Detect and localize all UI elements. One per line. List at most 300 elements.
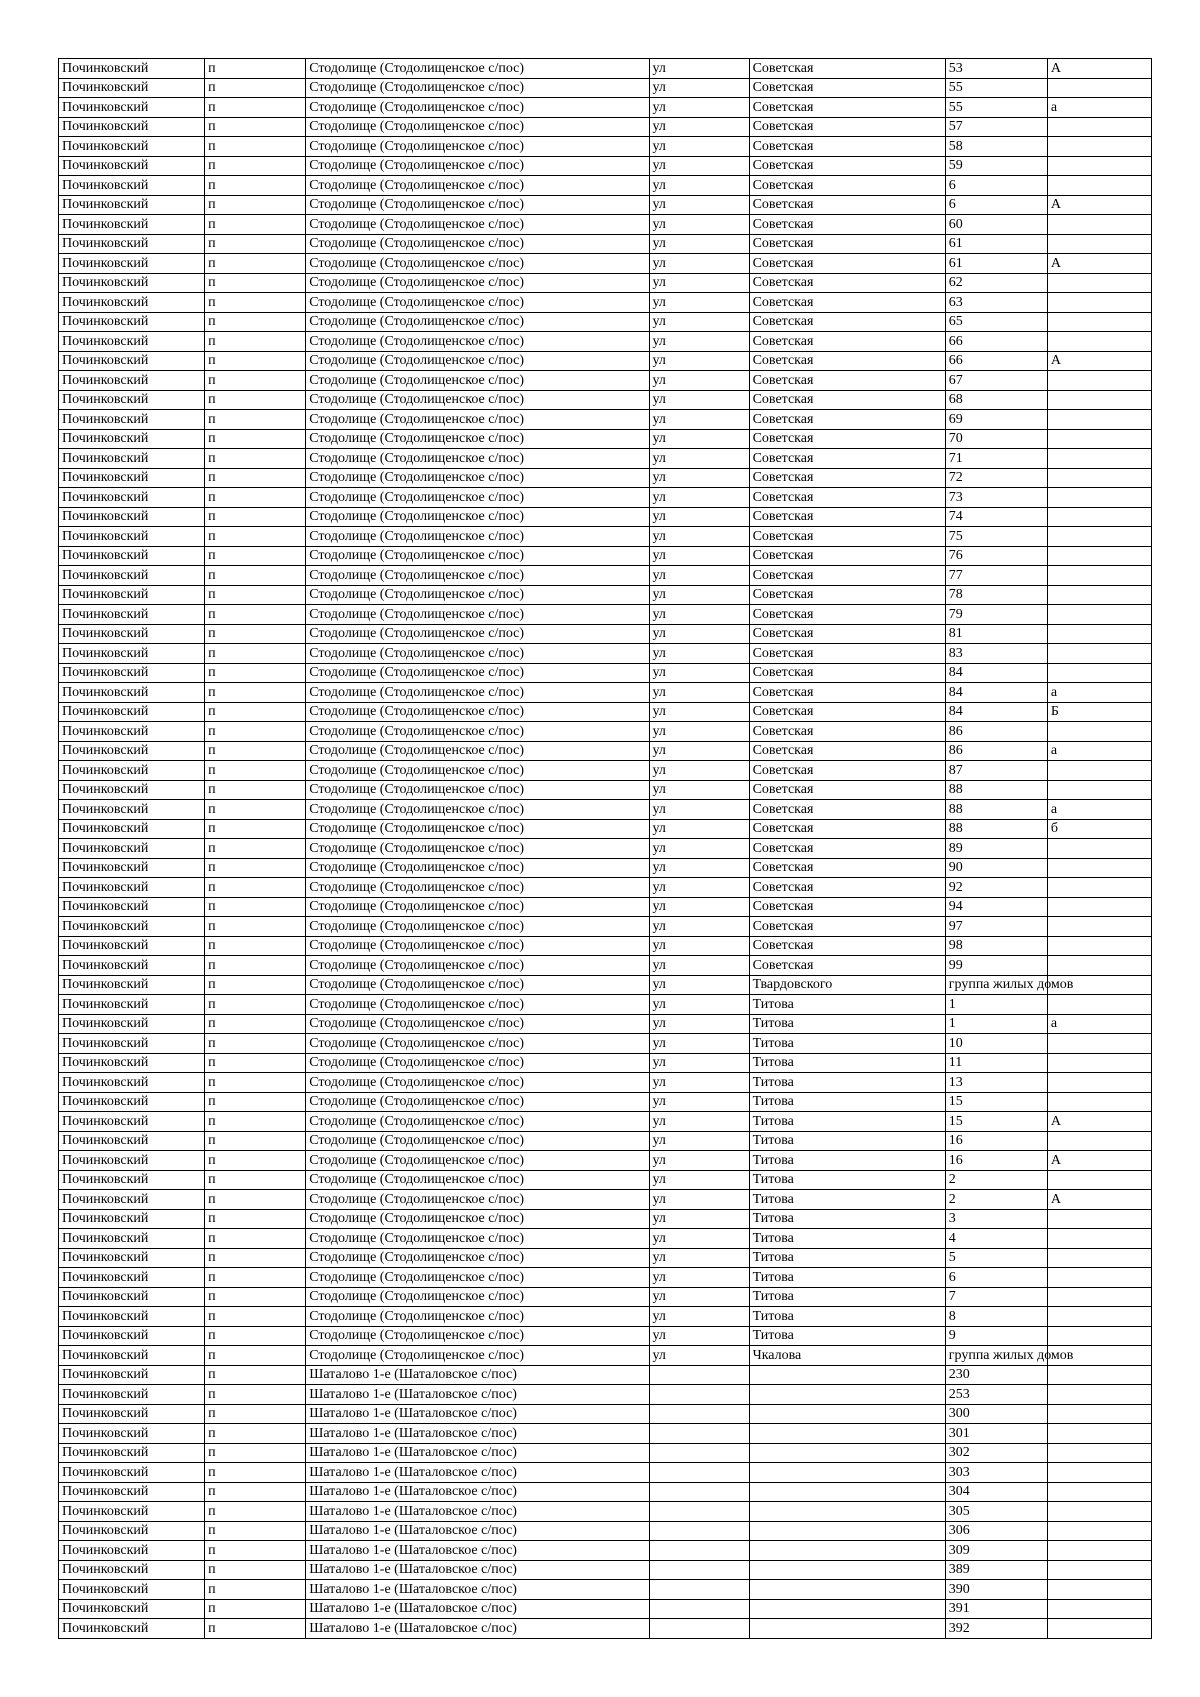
street-type-cell — [649, 1541, 749, 1561]
house-number-cell: 58 — [945, 137, 1047, 157]
settlement-type-cell: п — [205, 1248, 306, 1268]
settlement-cell: Стодолище (Стодолищенское с/пос) — [306, 1131, 649, 1151]
table-row — [59, 312, 1152, 332]
street-type-cell: ул — [649, 644, 749, 664]
settlement-type-cell: п — [205, 1346, 306, 1366]
street-type-cell: ул — [649, 1151, 749, 1171]
settlement-type-cell: п — [205, 1443, 306, 1463]
table-row — [59, 1482, 1152, 1502]
house-number-cell: 304 — [945, 1482, 1047, 1502]
settlement-type-cell: п — [205, 644, 306, 664]
table-row — [59, 1112, 1152, 1132]
building-letter-cell: А — [1047, 254, 1151, 274]
district-cell: Починковский — [59, 1170, 205, 1190]
street-type-cell: ул — [649, 1053, 749, 1073]
street-type-cell: ул — [649, 839, 749, 859]
settlement-cell: Стодолище (Стодолищенское с/пос) — [306, 312, 649, 332]
district-cell: Починковский — [59, 176, 205, 196]
street-cell — [749, 1580, 945, 1600]
district-cell: Починковский — [59, 546, 205, 566]
table-row — [59, 975, 1152, 995]
settlement-cell: Шаталово 1-е (Шаталовское с/пос) — [306, 1580, 649, 1600]
street-type-cell: ул — [649, 176, 749, 196]
street-cell: Советская — [749, 644, 945, 664]
street-type-cell: ул — [649, 98, 749, 118]
street-cell: Советская — [749, 59, 945, 79]
settlement-cell: Стодолище (Стодолищенское с/пос) — [306, 488, 649, 508]
house-number-cell: 57 — [945, 117, 1047, 137]
street-cell: Советская — [749, 507, 945, 527]
settlement-type-cell: п — [205, 897, 306, 917]
settlement-type-cell: п — [205, 59, 306, 79]
street-cell — [749, 1424, 945, 1444]
building-letter-cell — [1047, 78, 1151, 98]
street-cell: Советская — [749, 176, 945, 196]
building-letter-cell — [1047, 917, 1151, 937]
building-letter-cell — [1047, 332, 1151, 352]
house-number-cell: 3 — [945, 1209, 1047, 1229]
district-cell: Починковский — [59, 761, 205, 781]
building-letter-cell — [1047, 371, 1151, 391]
building-letter-cell: а — [1047, 98, 1151, 118]
settlement-cell: Шаталово 1-е (Шаталовское с/пос) — [306, 1521, 649, 1541]
street-cell: Советская — [749, 312, 945, 332]
street-type-cell: ул — [649, 585, 749, 605]
house-number-cell: группа жилых домов — [945, 975, 1047, 995]
table-row — [59, 390, 1152, 410]
table-row — [59, 1326, 1152, 1346]
table-row — [59, 722, 1152, 742]
building-letter-cell: а — [1047, 800, 1151, 820]
district-cell: Починковский — [59, 624, 205, 644]
settlement-type-cell: п — [205, 156, 306, 176]
street-cell: Советская — [749, 429, 945, 449]
street-cell: Советская — [749, 936, 945, 956]
settlement-type-cell: п — [205, 1463, 306, 1483]
table-row — [59, 195, 1152, 215]
street-type-cell: ул — [649, 917, 749, 937]
street-cell: Советская — [749, 254, 945, 274]
settlement-cell: Стодолище (Стодолищенское с/пос) — [306, 1326, 649, 1346]
street-type-cell — [649, 1404, 749, 1424]
table-row — [59, 917, 1152, 937]
street-cell — [749, 1404, 945, 1424]
street-cell: Титова — [749, 1014, 945, 1034]
table-row — [59, 1307, 1152, 1327]
table-row — [59, 1190, 1152, 1210]
district-cell: Починковский — [59, 1287, 205, 1307]
house-number-cell: 300 — [945, 1404, 1047, 1424]
house-number-cell: 10 — [945, 1034, 1047, 1054]
district-cell: Починковский — [59, 429, 205, 449]
settlement-cell: Стодолище (Стодолищенское с/пос) — [306, 117, 649, 137]
street-type-cell: ул — [649, 410, 749, 430]
district-cell: Починковский — [59, 936, 205, 956]
settlement-cell: Стодолище (Стодолищенское с/пос) — [306, 1151, 649, 1171]
house-number-cell: 66 — [945, 332, 1047, 352]
settlement-type-cell: п — [205, 975, 306, 995]
settlement-cell: Шаталово 1-е (Шаталовское с/пос) — [306, 1404, 649, 1424]
house-number-cell: 13 — [945, 1073, 1047, 1093]
settlement-cell: Стодолище (Стодолищенское с/пос) — [306, 1287, 649, 1307]
house-number-cell: 81 — [945, 624, 1047, 644]
street-type-cell: ул — [649, 1307, 749, 1327]
table-row — [59, 176, 1152, 196]
building-letter-cell — [1047, 117, 1151, 137]
address-table — [58, 58, 1152, 1639]
settlement-cell: Стодолище (Стодолищенское с/пос) — [306, 215, 649, 235]
district-cell: Починковский — [59, 1619, 205, 1639]
settlement-type-cell: п — [205, 663, 306, 683]
street-type-cell: ул — [649, 1073, 749, 1093]
district-cell: Починковский — [59, 1560, 205, 1580]
settlement-cell: Стодолище (Стодолищенское с/пос) — [306, 644, 649, 664]
street-type-cell — [649, 1463, 749, 1483]
district-cell: Починковский — [59, 1385, 205, 1405]
table-row — [59, 410, 1152, 430]
table-row — [59, 800, 1152, 820]
table-row — [59, 273, 1152, 293]
table-row — [59, 332, 1152, 352]
settlement-type-cell: п — [205, 1112, 306, 1132]
district-cell: Починковский — [59, 585, 205, 605]
settlement-type-cell: п — [205, 858, 306, 878]
building-letter-cell — [1047, 293, 1151, 313]
settlement-cell: Стодолище (Стодолищенское с/пос) — [306, 1112, 649, 1132]
house-number-cell: 73 — [945, 488, 1047, 508]
street-type-cell: ул — [649, 858, 749, 878]
district-cell: Починковский — [59, 1131, 205, 1151]
street-cell: Советская — [749, 273, 945, 293]
building-letter-cell — [1047, 858, 1151, 878]
settlement-type-cell: п — [205, 507, 306, 527]
house-number-cell: 74 — [945, 507, 1047, 527]
table-row — [59, 585, 1152, 605]
district-cell: Починковский — [59, 1463, 205, 1483]
settlement-type-cell: п — [205, 1287, 306, 1307]
district-cell: Починковский — [59, 1541, 205, 1561]
settlement-type-cell: п — [205, 800, 306, 820]
building-letter-cell — [1047, 410, 1151, 430]
street-type-cell: ул — [649, 59, 749, 79]
settlement-cell: Стодолище (Стодолищенское с/пос) — [306, 351, 649, 371]
house-number-cell: 55 — [945, 78, 1047, 98]
district-cell: Починковский — [59, 800, 205, 820]
settlement-cell: Стодолище (Стодолищенское с/пос) — [306, 429, 649, 449]
table-row — [59, 819, 1152, 839]
settlement-cell: Стодолище (Стодолищенское с/пос) — [306, 897, 649, 917]
street-cell: Советская — [749, 390, 945, 410]
street-cell: Советская — [749, 78, 945, 98]
house-number-cell: 4 — [945, 1229, 1047, 1249]
building-letter-cell — [1047, 176, 1151, 196]
street-cell — [749, 1521, 945, 1541]
settlement-cell: Стодолище (Стодолищенское с/пос) — [306, 1190, 649, 1210]
district-cell: Починковский — [59, 1190, 205, 1210]
building-letter-cell — [1047, 1073, 1151, 1093]
house-number-cell: 88 — [945, 780, 1047, 800]
building-letter-cell: а — [1047, 1014, 1151, 1034]
district-cell: Починковский — [59, 449, 205, 469]
building-letter-cell — [1047, 1092, 1151, 1112]
street-type-cell — [649, 1560, 749, 1580]
settlement-type-cell: п — [205, 1170, 306, 1190]
settlement-cell: Стодолище (Стодолищенское с/пос) — [306, 819, 649, 839]
building-letter-cell — [1047, 273, 1151, 293]
building-letter-cell: а — [1047, 741, 1151, 761]
building-letter-cell — [1047, 605, 1151, 625]
table-row — [59, 1443, 1152, 1463]
settlement-type-cell: п — [205, 566, 306, 586]
house-number-cell: 90 — [945, 858, 1047, 878]
settlement-cell: Стодолище (Стодолищенское с/пос) — [306, 995, 649, 1015]
settlement-type-cell: п — [205, 1326, 306, 1346]
district-cell: Починковский — [59, 117, 205, 137]
settlement-type-cell: п — [205, 1541, 306, 1561]
district-cell: Починковский — [59, 1053, 205, 1073]
street-type-cell: ул — [649, 351, 749, 371]
table-row — [59, 1404, 1152, 1424]
building-letter-cell — [1047, 566, 1151, 586]
settlement-cell: Стодолище (Стодолищенское с/пос) — [306, 858, 649, 878]
district-cell: Починковский — [59, 1365, 205, 1385]
table-row — [59, 59, 1152, 79]
house-number-cell: 79 — [945, 605, 1047, 625]
street-cell: Советская — [749, 449, 945, 469]
street-cell: Советская — [749, 98, 945, 118]
house-number-cell: 11 — [945, 1053, 1047, 1073]
table-row — [59, 761, 1152, 781]
street-cell: Титова — [749, 1170, 945, 1190]
street-type-cell — [649, 1365, 749, 1385]
district-cell: Починковский — [59, 566, 205, 586]
street-type-cell — [649, 1599, 749, 1619]
settlement-cell: Шаталово 1-е (Шаталовское с/пос) — [306, 1443, 649, 1463]
table-row — [59, 546, 1152, 566]
settlement-cell: Стодолище (Стодолищенское с/пос) — [306, 137, 649, 157]
settlement-cell: Шаталово 1-е (Шаталовское с/пос) — [306, 1560, 649, 1580]
street-type-cell: ул — [649, 195, 749, 215]
settlement-type-cell: п — [205, 605, 306, 625]
building-letter-cell: А — [1047, 351, 1151, 371]
street-cell: Титова — [749, 1073, 945, 1093]
street-cell: Советская — [749, 468, 945, 488]
house-number-cell: 2 — [945, 1170, 1047, 1190]
settlement-type-cell: п — [205, 624, 306, 644]
settlement-cell: Стодолище (Стодолищенское с/пос) — [306, 468, 649, 488]
settlement-cell: Стодолище (Стодолищенское с/пос) — [306, 293, 649, 313]
house-number-cell: 72 — [945, 468, 1047, 488]
house-number-cell: 84 — [945, 683, 1047, 703]
street-cell: Титова — [749, 1248, 945, 1268]
settlement-cell: Стодолище (Стодолищенское с/пос) — [306, 1170, 649, 1190]
district-cell: Починковский — [59, 1248, 205, 1268]
house-number-cell: 61 — [945, 254, 1047, 274]
street-cell: Советская — [749, 156, 945, 176]
building-letter-cell — [1047, 624, 1151, 644]
house-number-cell: группа жилых домов — [945, 1346, 1047, 1366]
settlement-cell: Шаталово 1-е (Шаталовское с/пос) — [306, 1482, 649, 1502]
building-letter-cell — [1047, 897, 1151, 917]
building-letter-cell — [1047, 839, 1151, 859]
street-cell: Советская — [749, 293, 945, 313]
settlement-cell: Стодолище (Стодолищенское с/пос) — [306, 1346, 649, 1366]
building-letter-cell — [1047, 1307, 1151, 1327]
house-number-cell: 70 — [945, 429, 1047, 449]
table-row — [59, 1073, 1152, 1093]
table-row — [59, 1580, 1152, 1600]
street-type-cell: ул — [649, 137, 749, 157]
settlement-type-cell: п — [205, 936, 306, 956]
house-number-cell: 87 — [945, 761, 1047, 781]
house-number-cell: 75 — [945, 527, 1047, 547]
settlement-type-cell: п — [205, 1385, 306, 1405]
settlement-cell: Стодолище (Стодолищенское с/пос) — [306, 800, 649, 820]
street-type-cell: ул — [649, 488, 749, 508]
table-row — [59, 1287, 1152, 1307]
house-number-cell: 84 — [945, 663, 1047, 683]
table-row — [59, 897, 1152, 917]
table-row — [59, 644, 1152, 664]
street-cell: Советская — [749, 663, 945, 683]
house-number-cell: 94 — [945, 897, 1047, 917]
street-cell: Титова — [749, 1307, 945, 1327]
table-row — [59, 858, 1152, 878]
building-letter-cell — [1047, 1326, 1151, 1346]
district-cell: Починковский — [59, 956, 205, 976]
settlement-type-cell: п — [205, 956, 306, 976]
settlement-type-cell: п — [205, 1482, 306, 1502]
district-cell: Починковский — [59, 1326, 205, 1346]
settlement-type-cell: п — [205, 761, 306, 781]
district-cell: Починковский — [59, 273, 205, 293]
street-cell: Титова — [749, 1151, 945, 1171]
street-type-cell — [649, 1424, 749, 1444]
house-number-cell: 55 — [945, 98, 1047, 118]
district-cell: Починковский — [59, 1073, 205, 1093]
settlement-type-cell: п — [205, 1034, 306, 1054]
street-type-cell: ул — [649, 722, 749, 742]
street-type-cell: ул — [649, 663, 749, 683]
settlement-cell: Стодолище (Стодолищенское с/пос) — [306, 507, 649, 527]
settlement-cell: Стодолище (Стодолищенское с/пос) — [306, 1229, 649, 1249]
district-cell: Починковский — [59, 663, 205, 683]
table-row — [59, 1131, 1152, 1151]
street-cell — [749, 1482, 945, 1502]
building-letter-cell — [1047, 468, 1151, 488]
table-row — [59, 468, 1152, 488]
settlement-type-cell: п — [205, 780, 306, 800]
table-row — [59, 293, 1152, 313]
house-number-cell: 6 — [945, 1268, 1047, 1288]
house-number-cell: 7 — [945, 1287, 1047, 1307]
district-cell: Починковский — [59, 917, 205, 937]
house-number-cell: 99 — [945, 956, 1047, 976]
street-type-cell: ул — [649, 566, 749, 586]
district-cell: Починковский — [59, 390, 205, 410]
house-number-cell: 86 — [945, 722, 1047, 742]
table-row — [59, 1541, 1152, 1561]
settlement-cell: Стодолище (Стодолищенское с/пос) — [306, 410, 649, 430]
street-cell: Советская — [749, 195, 945, 215]
district-cell: Починковский — [59, 78, 205, 98]
settlement-cell: Стодолище (Стодолищенское с/пос) — [306, 273, 649, 293]
house-number-cell: 391 — [945, 1599, 1047, 1619]
settlement-cell: Стодолище (Стодолищенское с/пос) — [306, 975, 649, 995]
street-cell — [749, 1560, 945, 1580]
building-letter-cell — [1047, 507, 1151, 527]
house-number-cell: 62 — [945, 273, 1047, 293]
building-letter-cell — [1047, 1619, 1151, 1639]
settlement-type-cell: п — [205, 449, 306, 469]
table-row — [59, 663, 1152, 683]
table-row — [59, 1619, 1152, 1639]
house-number-cell: 253 — [945, 1385, 1047, 1405]
street-type-cell: ул — [649, 273, 749, 293]
table-row — [59, 1014, 1152, 1034]
street-cell: Советская — [749, 234, 945, 254]
building-letter-cell — [1047, 1229, 1151, 1249]
street-cell: Титова — [749, 1287, 945, 1307]
table-row — [59, 117, 1152, 137]
district-cell: Починковский — [59, 410, 205, 430]
building-letter-cell — [1047, 1034, 1151, 1054]
street-type-cell: ул — [649, 117, 749, 137]
building-letter-cell — [1047, 663, 1151, 683]
district-cell: Починковский — [59, 780, 205, 800]
settlement-cell: Шаталово 1-е (Шаталовское с/пос) — [306, 1502, 649, 1522]
building-letter-cell — [1047, 761, 1151, 781]
building-letter-cell — [1047, 546, 1151, 566]
house-number-cell: 60 — [945, 215, 1047, 235]
building-letter-cell — [1047, 1424, 1151, 1444]
street-type-cell: ул — [649, 449, 749, 469]
settlement-type-cell: п — [205, 78, 306, 98]
settlement-type-cell: п — [205, 351, 306, 371]
district-cell: Починковский — [59, 507, 205, 527]
table-row — [59, 1248, 1152, 1268]
settlement-type-cell: п — [205, 468, 306, 488]
settlement-type-cell: п — [205, 117, 306, 137]
house-number-cell: 1 — [945, 995, 1047, 1015]
table-row — [59, 1229, 1152, 1249]
table-row — [59, 449, 1152, 469]
street-type-cell: ул — [649, 819, 749, 839]
building-letter-cell — [1047, 1053, 1151, 1073]
settlement-type-cell: п — [205, 195, 306, 215]
house-number-cell: 15 — [945, 1092, 1047, 1112]
district-cell: Починковский — [59, 1014, 205, 1034]
building-letter-cell: Б — [1047, 702, 1151, 722]
settlement-type-cell: п — [205, 1092, 306, 1112]
settlement-cell: Стодолище (Стодолищенское с/пос) — [306, 585, 649, 605]
house-number-cell: 16 — [945, 1151, 1047, 1171]
table-row — [59, 98, 1152, 118]
street-type-cell: ул — [649, 78, 749, 98]
street-type-cell: ул — [649, 1209, 749, 1229]
street-type-cell: ул — [649, 1190, 749, 1210]
house-number-cell: 59 — [945, 156, 1047, 176]
district-cell: Починковский — [59, 1112, 205, 1132]
district-cell: Починковский — [59, 254, 205, 274]
street-cell: Советская — [749, 137, 945, 157]
building-letter-cell — [1047, 936, 1151, 956]
street-type-cell: ул — [649, 605, 749, 625]
settlement-cell: Стодолище (Стодолищенское с/пос) — [306, 527, 649, 547]
street-type-cell: ул — [649, 1131, 749, 1151]
street-type-cell: ул — [649, 1326, 749, 1346]
table-row — [59, 429, 1152, 449]
